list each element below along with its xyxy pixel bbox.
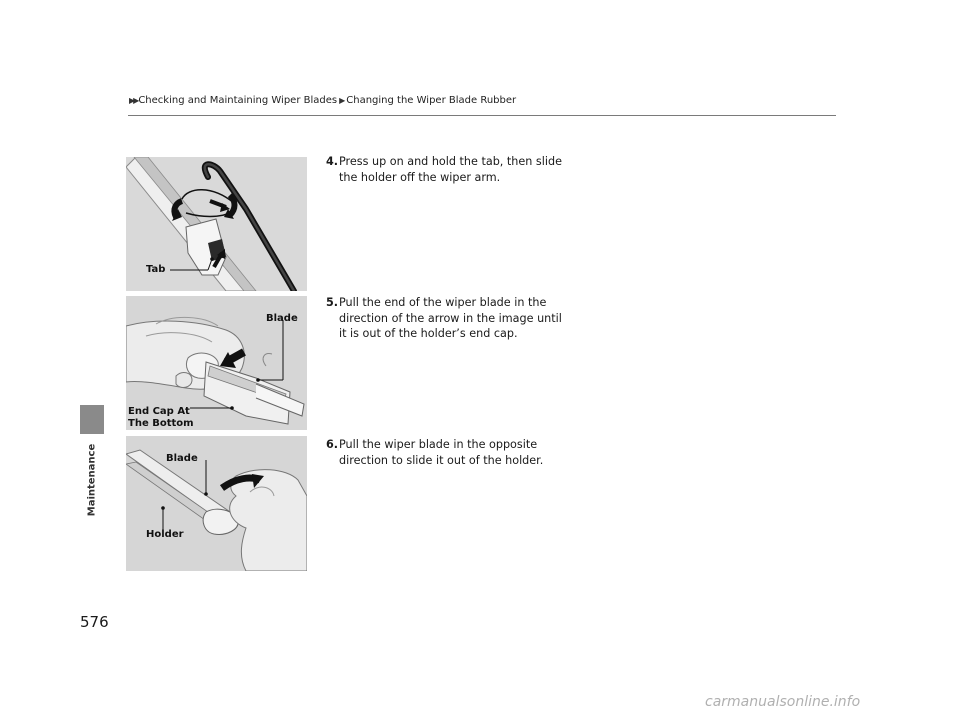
- step-6: [326, 437, 571, 468]
- callout-end-cap-line2: The Bottom: [128, 418, 194, 429]
- double-arrow-icon: ▶▶: [129, 96, 138, 105]
- step-number: 4.: [326, 155, 339, 168]
- callout-blade: Blade: [166, 453, 198, 464]
- callout-holder: Holder: [146, 529, 184, 540]
- section-label: Maintenance: [86, 443, 98, 517]
- page-number: 576: [80, 613, 109, 631]
- callout-blade: Blade: [266, 313, 298, 324]
- callout-end-cap-line1: End Cap At: [128, 406, 190, 417]
- breadcrumb-item-1[interactable]: Checking and Maintaining Wiper Blades: [138, 95, 338, 106]
- step-text: Pull the wiper blade in the opposite direction to slide it out of the holder.: [339, 438, 544, 467]
- step-5: [326, 295, 571, 342]
- figure-holder-removal: [126, 157, 307, 291]
- step-text: Pull the end of the wiper blade in the direction of the arrow in the image until it is out of the holder’s end cap.: [339, 296, 562, 340]
- breadcrumb: [128, 95, 516, 106]
- figure-blade-end-cap: [126, 296, 307, 430]
- callout-tab: Tab: [146, 264, 166, 275]
- figure-blade-slide-out: [126, 436, 307, 571]
- step-text: Press up on and hold the tab, then slide the holder off the wiper arm.: [339, 155, 562, 184]
- arrow-icon: ▶: [339, 96, 344, 105]
- header-divider: [128, 115, 836, 116]
- step-number: 6.: [326, 438, 339, 451]
- step-4: [326, 154, 571, 185]
- watermark: carmanualsonline.info: [705, 694, 861, 710]
- section-tab-marker: [80, 405, 104, 434]
- step-number: 5.: [326, 296, 339, 309]
- breadcrumb-item-2[interactable]: Changing the Wiper Blade Rubber: [346, 95, 517, 106]
- blade-slide-out-illustration: [126, 436, 307, 571]
